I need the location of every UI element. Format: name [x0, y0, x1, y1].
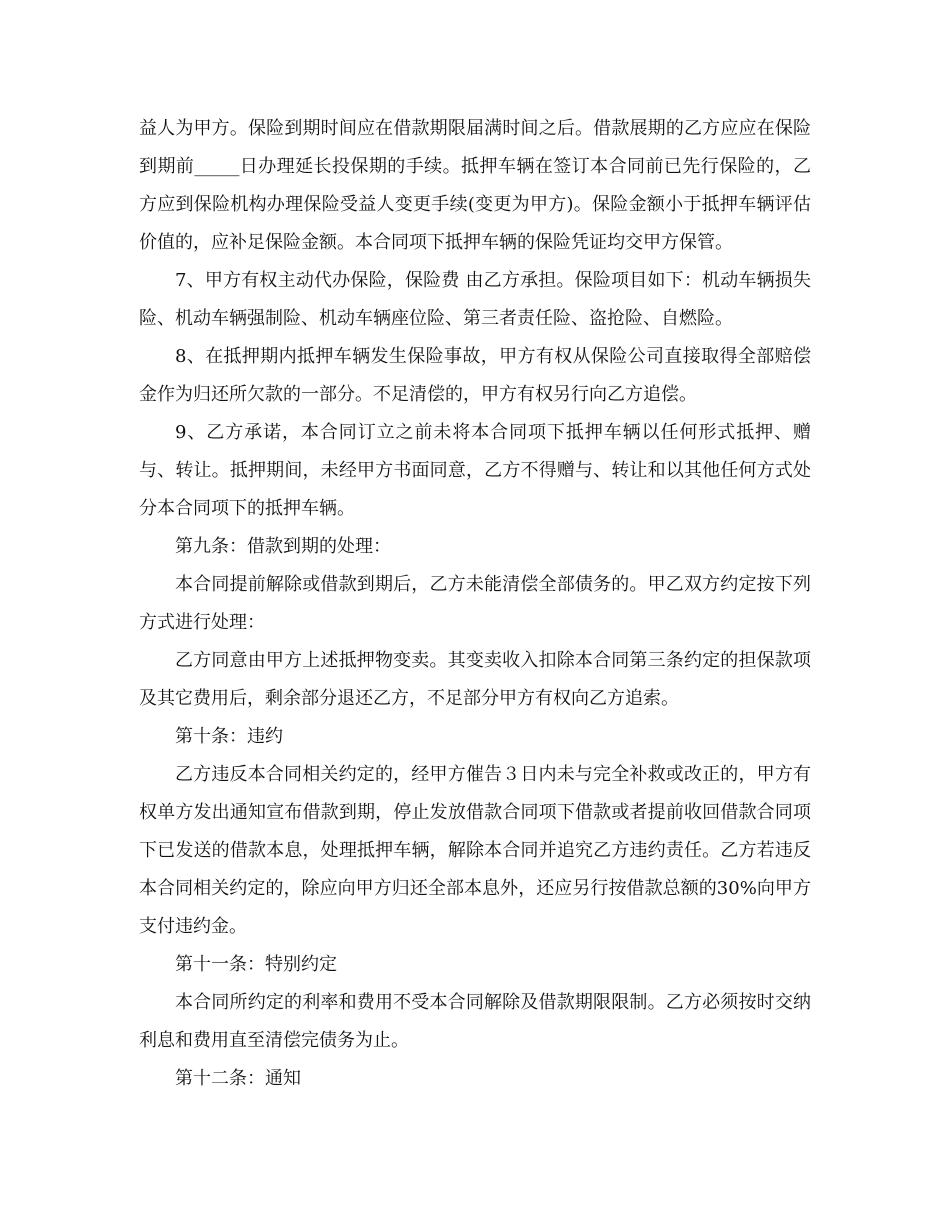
paragraph-item-9: 9、乙方承诺，本合同订立之前未将本合同项下抵押车辆以任何形式抵押、赠与、转让。抵押期间，未经甲方书面同意，乙方不得赠与、转让和以其他任何方式处分本合同项下的抵押车辆。 [139, 422, 811, 519]
article-12-heading: 第十二条：通知 [175, 1068, 301, 1089]
paragraph-article-9-disposal: 乙方同意由甲方上述抵押物变卖。其变卖收入扣除本合同第三条约定的担保款项及其它费用后，剩余部分退还乙方，不足部分甲方有权向乙方追索。 [139, 650, 811, 709]
paragraph-item-8: 8、在抵押期内抵押车辆发生保险事故，甲方有权从保险公司直接取得全部赔偿金作为归还所欠款的一部分。不足清偿的，甲方有权另行向乙方追偿。 [139, 346, 811, 405]
paragraph-article-10-body: 乙方违反本合同相关约定的，经甲方催告３日内未与完全补救或改正的，甲方有权单方发出通知宣布借款到期，停止发放借款合同项下借款或者提前收回借款合同项下已发送的借款本息，处理抵押车辆，解除本合同并追究乙方违约责任。乙方若违反本合同相关约定的，除应向甲方归还全部本息外，还应另行按借款总额的30%向甲方支付违约金。 [139, 764, 811, 937]
paragraph-insurance-continued: 益人为甲方。保险到期时间应在借款期限届满时间之后。借款展期的乙方应应在保险到期前_____日办理延长投保期的手续。抵押车辆在签订本合同前已先行保险的，乙方应到保险机构办理保险受益人变更手续(变更为甲方)。保险金额小于抵押车辆评估价值的，应补足保险金额。本合同项下抵押车辆的保险凭证均交甲方保管。 [139, 118, 811, 253]
article-9-heading: 第九条：借款到期的处理： [175, 536, 391, 557]
paragraph-article-9-body: 本合同提前解除或借款到期后，乙方未能清偿全部债务的。甲乙双方约定按下列方式进行处理： [139, 574, 811, 633]
article-11-heading: 第十一条：特别约定 [175, 954, 337, 975]
paragraph-item-7: 7、甲方有权主动代办保险，保险费 由乙方承担。保险项目如下：机动车辆损失险、机动车辆强制险、机动车辆座位险、第三者责任险、盗抢险、自燃险。 [139, 270, 811, 329]
article-10-heading: 第十条：违约 [175, 726, 283, 747]
document-body [139, 110, 811, 1098]
paragraph-article-11-body: 本合同所约定的利率和费用不受本合同解除及借款期限限制。乙方必须按时交纳利息和费用直至清偿完债务为止。 [139, 992, 811, 1051]
